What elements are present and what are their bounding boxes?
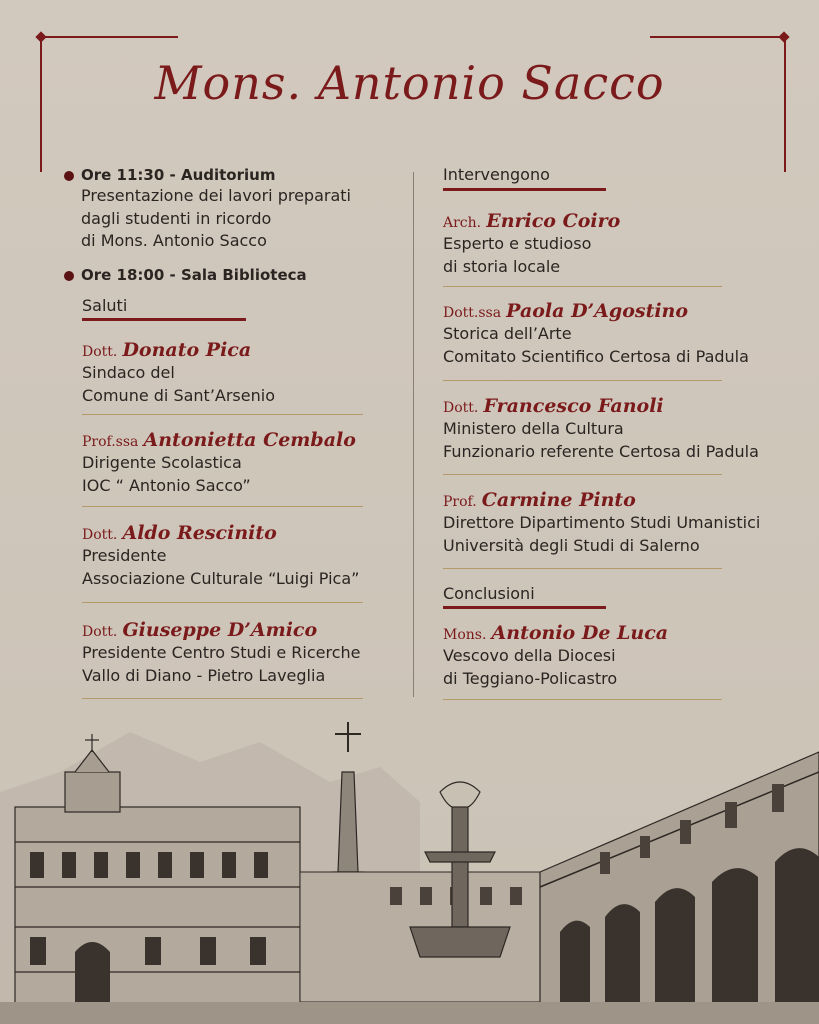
section-saluti: Saluti xyxy=(82,296,128,315)
separator xyxy=(82,506,363,507)
separator xyxy=(443,699,722,700)
column-divider xyxy=(413,172,414,697)
section-rule xyxy=(82,318,246,321)
separator xyxy=(443,286,722,287)
section-rule xyxy=(443,188,606,191)
section-conclusioni: Conclusioni xyxy=(443,584,535,603)
separator xyxy=(82,414,363,415)
certosa-engraving-illustration xyxy=(0,712,819,1024)
section-rule xyxy=(443,606,606,609)
speaker-entry: Prof. Carmine Pinto Direttore Dipartimento Studi Umanistici Università degli Studi di Salerno xyxy=(443,489,761,555)
closing-speaker-entry: Mons. Antonio De Luca Vescovo della Diocesi di Teggiano-Policastro xyxy=(443,622,669,688)
frame-top-left xyxy=(40,36,178,38)
speaker-entry: Prof.ssa Antonietta Cembalo Dirigente Scolastica IOC “ Antonio Sacco” xyxy=(82,429,356,495)
bullet-dot-icon xyxy=(64,171,74,181)
frame-ornament-left xyxy=(35,31,46,42)
speaker-entry: Dott. Donato Pica Sindaco del Comune di Sant’Arsenio xyxy=(82,339,275,405)
session-time-place: Ore 11:30 - Auditorium xyxy=(81,166,276,184)
separator xyxy=(443,474,722,475)
speaker-entry: Dott.ssa Paola D’Agostino Storica dell’Arte Comitato Scientifico Certosa di Padula xyxy=(443,300,749,366)
separator xyxy=(443,380,722,381)
frame-top-right xyxy=(650,36,786,38)
speaker-entry: Dott. Francesco Fanoli Ministero della Cultura Funzionario referente Certosa di Padula xyxy=(443,395,759,461)
session-1-description: Presentazione dei lavori preparati dagli studenti in ricordo di Mons. Antonio Sacco xyxy=(81,186,351,250)
section-intervengono: Intervengono xyxy=(443,165,550,184)
frame-ornament-right xyxy=(778,31,789,42)
separator xyxy=(82,698,363,699)
separator xyxy=(443,568,722,569)
speaker-entry: Arch. Enrico Coiro Esperto e studioso di storia locale xyxy=(443,210,621,276)
speaker-entry: Dott. Aldo Rescinito Presidente Associazione Culturale “Luigi Pica” xyxy=(82,522,360,588)
page-title: Mons. Antonio Sacco xyxy=(154,56,665,110)
separator xyxy=(82,602,363,603)
session-time-place: Ore 18:00 - Sala Biblioteca xyxy=(81,266,307,284)
bullet-dot-icon xyxy=(64,271,74,281)
speaker-entry: Dott. Giuseppe D’Amico Presidente Centro Studi e Ricerche Vallo di Diano - Pietro Laveglia xyxy=(82,619,361,685)
